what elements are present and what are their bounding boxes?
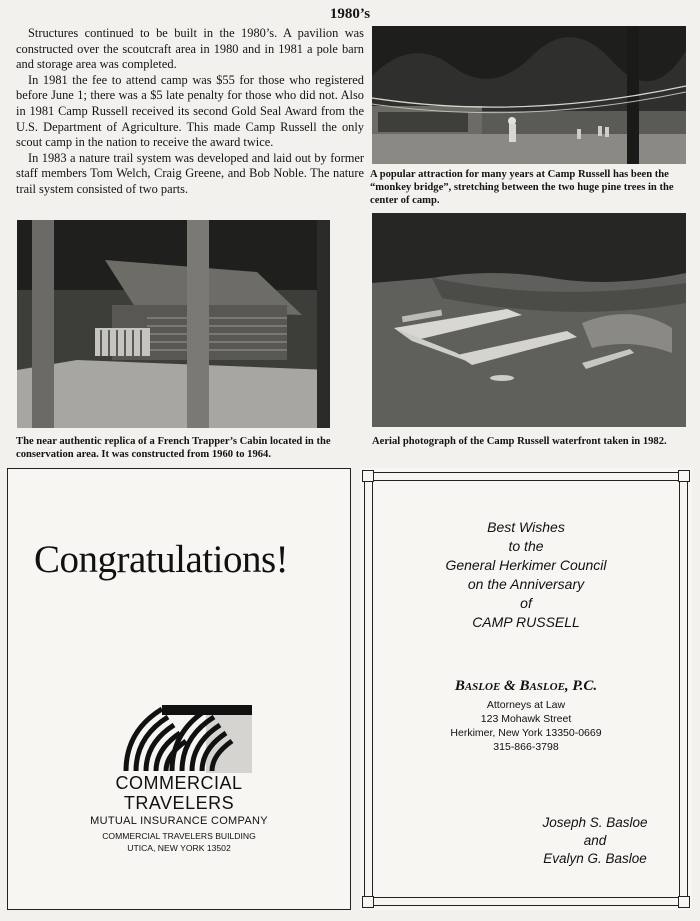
firm-address-line: Herkimer, New York 13350-0669	[450, 727, 602, 739]
wishes-line: General Herkimer Council	[445, 557, 607, 573]
trapper-cabin-caption: The near authentic replica of a French Trapper’s Cabin located in the conservation area. It was constructed from 1960 to 1964.	[16, 436, 331, 460]
firm-address-line: 315-866-3798	[493, 741, 559, 753]
firm-name: Basloe & Basloe, P.C.	[454, 678, 598, 694]
paragraph: In 1983 a nature trail system was developed and laid out by former staff members Tom Welch, Craig Greene, and Bob Noble. The nature trail system consisted of two parts.	[16, 150, 364, 196]
monkey-bridge-photo	[372, 26, 686, 164]
company-name-line1: COMMERCIAL	[115, 773, 243, 793]
wishes-line: Best Wishes	[487, 519, 565, 535]
company-name-line2: TRAVELERS	[123, 793, 235, 813]
paragraph: Structures continued to be built in the 1980’s. A pavilion was constructed over the scoutcraft area in 1980 and in 1981 a pole barn and storage area was completed.	[16, 26, 364, 72]
signature-line: Evalyn G. Basloe	[543, 851, 647, 866]
waterfront-caption: Aerial photograph of the Camp Russell waterfront taken in 1982.	[372, 436, 667, 447]
article-text	[16, 26, 364, 198]
wishes-line: CAMP RUSSELL	[472, 614, 580, 630]
congratulations-headline: Congratulations!	[34, 538, 289, 581]
signature-line: Joseph S. Basloe	[542, 815, 648, 830]
trapper-cabin-photo	[17, 220, 330, 428]
signature-line: and	[583, 833, 607, 848]
waterfront-aerial-photo	[372, 213, 686, 427]
firm-address-line: Attorneys at Law	[486, 699, 566, 711]
firm-address-line: 123 Mohawk Street	[480, 713, 572, 725]
company-address-line1: COMMERCIAL TRAVELERS BUILDING	[102, 831, 256, 841]
commercial-travelers-ad	[7, 468, 351, 910]
monkey-bridge-caption: A popular attraction for many years at Camp Russell has been the “monkey bridge”, stretching between the two huge pine trees in the center of camp.	[370, 169, 674, 206]
page-title: 1980’s	[329, 6, 371, 22]
stylized-arches-logo-icon	[122, 701, 252, 773]
paragraph: In 1981 the fee to attend camp was $55 for those who registered before June 1; there was a $5 late penalty for those who did not. Also in 1981 Camp Russell received its second Gold Seal Award from the U.S. Department of Agriculture. This made Camp Russell the only scout camp in the nation to receive the award twice.	[16, 72, 364, 150]
wishes-line: of	[520, 595, 532, 611]
basloe-ad	[360, 468, 692, 910]
company-name-line3: MUTUAL INSURANCE COMPANY	[90, 815, 268, 827]
wishes-line: to the	[508, 538, 544, 554]
wishes-line: on the Anniversary	[467, 576, 585, 592]
company-address-line2: UTICA, NEW YORK 13502	[127, 843, 231, 853]
